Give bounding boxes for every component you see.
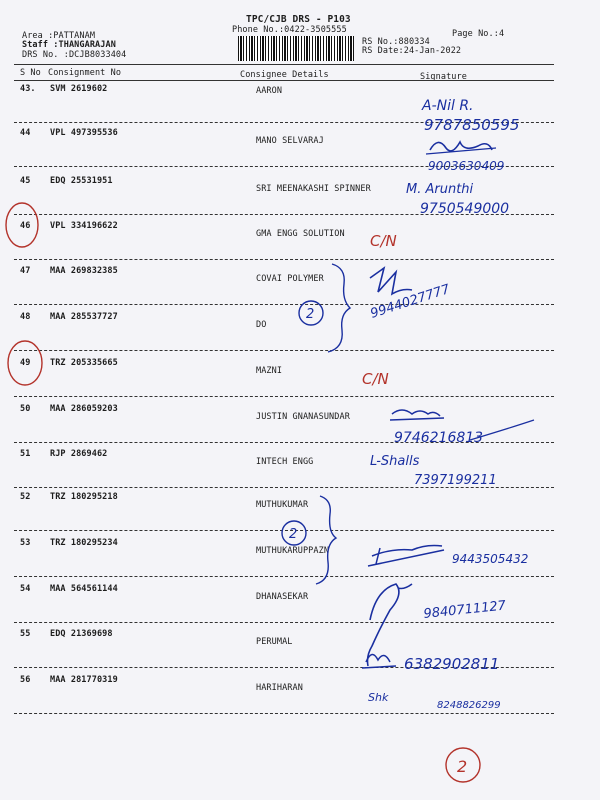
page-number: Page No.:4 [452, 29, 505, 39]
consignee-name: COVAI POLYMER [256, 274, 324, 284]
signature-text: M. Arunthi [406, 182, 474, 197]
consignment-number: MAA 269832385 [50, 266, 118, 276]
count-text: 2 [289, 527, 298, 542]
consignment-number: MAA 286059203 [50, 404, 118, 414]
phone-text: 9443505432 [452, 552, 529, 566]
col-header-signature: Signature [420, 72, 467, 82]
consignment-number: EDQ 25531951 [50, 176, 113, 186]
row-serial-number: 45 [20, 176, 31, 186]
count-text: 2 [306, 307, 315, 322]
consignee-name: GMA ENGG SOLUTION [256, 229, 345, 239]
row-serial-number: 47 [20, 266, 31, 276]
consignment-number: VPL 497395536 [50, 128, 118, 138]
area-label: Area :PATTANAM [22, 31, 96, 41]
signature-stroke [426, 148, 496, 154]
consignee-name: MUTHUKUMAR [256, 500, 309, 510]
phone-number: Phone No.:0422-3505555 [232, 25, 347, 35]
sheet-title: TPC/CJB DRS - P103 [246, 14, 351, 25]
consignment-number: EDQ 21369698 [50, 629, 113, 639]
phone-text: 9840711127 [422, 598, 507, 622]
row-serial-number: 48 [20, 312, 31, 322]
consignment-number: TRZ 180295218 [50, 492, 118, 502]
grouping-brace [316, 496, 336, 584]
drs-number: DRS No. :DCJB8033404 [22, 50, 127, 60]
consignee-name: SRI MEENAKASHI SPINNER [256, 184, 371, 194]
consignee-name: HARIHARAN [256, 683, 303, 693]
col-header-consignment: Consignment No [48, 68, 122, 78]
phone-text: 8248826299 [437, 700, 501, 711]
consignment-number: SVM 2619602 [50, 84, 108, 94]
row-serial-number: 52 [20, 492, 31, 502]
count-text: 2 [457, 757, 468, 776]
consignment-number: MAA 285537727 [50, 312, 118, 322]
signature-text: A-Nil R. [422, 98, 474, 114]
signature-text: L-Shalls [370, 454, 420, 469]
signature-text: Shk [368, 691, 389, 704]
phone-text: 9750549000 [420, 201, 510, 217]
consignee-name: MAZNI [256, 366, 283, 376]
row-serial-number: 44 [20, 128, 31, 138]
signature-scribble [368, 546, 444, 567]
phone-text: 7397199211 [414, 473, 497, 488]
rs-date: RS Date:24-Jan-2022 [362, 46, 462, 56]
signature-scribble [390, 410, 444, 420]
signature-scribble [370, 268, 412, 294]
phone-text: 6382902811 [404, 655, 500, 673]
row-serial-number: 53 [20, 538, 31, 548]
consignment-number: RJP 2869462 [50, 449, 108, 459]
phone-text: 9787850595 [424, 116, 520, 134]
consignee-name: DHANASEKAR [256, 592, 309, 602]
consignee-name: AARON [256, 86, 283, 96]
row-serial-number: 54 [20, 584, 31, 594]
row-serial-number: 55 [20, 629, 31, 639]
row-serial-number: 43. [20, 84, 36, 94]
consignment-number: VPL 334196622 [50, 221, 118, 231]
grouping-brace [328, 264, 350, 352]
row-serial-number: 50 [20, 404, 31, 414]
red-circle-mark [6, 203, 38, 247]
row-serial-number: 49 [20, 358, 31, 368]
consignee-name: MUTHUKARUPPAZN [256, 546, 330, 556]
consignee-name: PERUMAL [256, 637, 293, 647]
consignee-name: INTECH ENGG [256, 457, 314, 467]
row-serial-number: 51 [20, 449, 31, 459]
rs-number: RS No.:880334 [362, 37, 430, 47]
staff-label: Staff :THANGARAJAN [22, 40, 116, 50]
row-serial-number: 46 [20, 221, 31, 231]
col-header-consignee: Consignee Details [240, 70, 329, 80]
red-circle-mark [8, 341, 42, 385]
phone-text: 9944027777 [368, 281, 452, 322]
consignee-name: JUSTIN GNANASUNDAR [256, 412, 350, 422]
consignment-number: TRZ 205335665 [50, 358, 118, 368]
signature-scribble [368, 584, 413, 666]
consignment-number: MAA 564561144 [50, 584, 118, 594]
phone-text: 9003630409 [428, 159, 505, 173]
phone-text: 9746216813 [394, 430, 484, 446]
consignment-number: TRZ 180295234 [50, 538, 118, 548]
consignee-name: MANO SELVARAJ [256, 136, 324, 146]
cn-mark: C/N [370, 232, 397, 250]
consignment-number: MAA 281770319 [50, 675, 118, 685]
cn-mark: C/N [362, 370, 389, 388]
consignee-name: DO [256, 320, 267, 330]
row-serial-number: 56 [20, 675, 31, 685]
col-header-sno: S No [20, 68, 41, 78]
